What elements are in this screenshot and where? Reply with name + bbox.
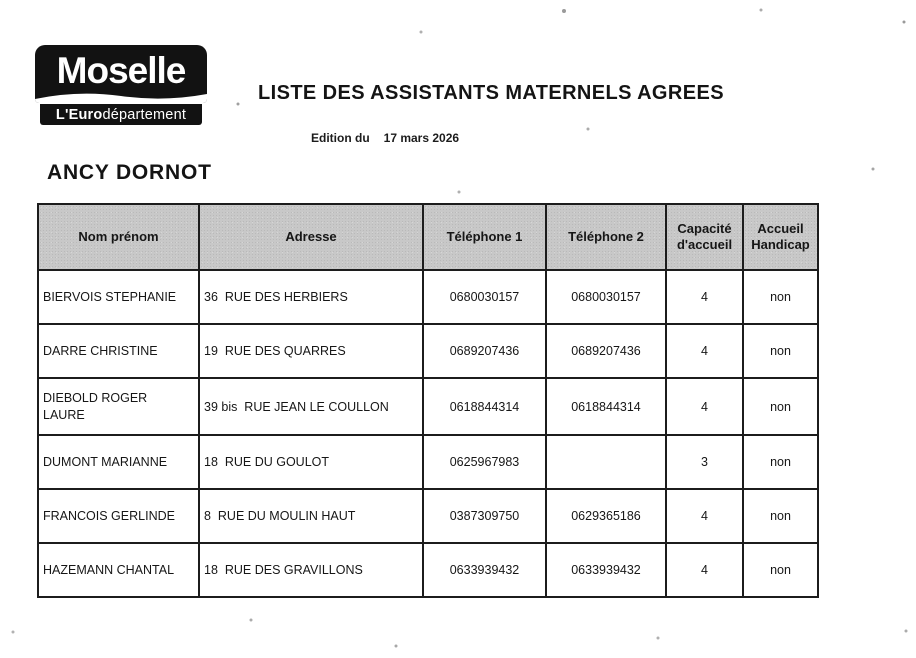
logo-tagline-rest: département (102, 106, 187, 123)
moselle-logo-brand-text: Moselle (56, 50, 186, 91)
cell-name: DUMONT MARIANNE (38, 435, 199, 489)
cell-phone1: 0680030157 (423, 270, 546, 324)
cell-phone2 (546, 435, 666, 489)
cell-address: 19 RUE DES QUARRES (199, 324, 423, 378)
table-body (38, 270, 818, 597)
cell-handicap: non (743, 489, 818, 543)
cell-phone1: 0625967983 (423, 435, 546, 489)
scan-noise-specks (0, 0, 2, 2)
cell-phone2: 0689207436 (546, 324, 666, 378)
cell-address: 39 bis RUE JEAN LE COULLON (199, 378, 423, 435)
cell-address: 18 RUE DU GOULOT (199, 435, 423, 489)
cell-address: 8 RUE DU MOULIN HAUT (199, 489, 423, 543)
header-adresse: Adresse (199, 204, 423, 270)
cell-phone1: 0633939432 (423, 543, 546, 597)
header-accueil-handicap: Accueil Handicap (743, 204, 818, 270)
moselle-logo (35, 45, 207, 125)
cell-capacity: 3 (666, 435, 743, 489)
header-capacite-accueil: Capacité d'accueil (666, 204, 743, 270)
cell-address: 18 RUE DES GRAVILLONS (199, 543, 423, 597)
cell-phone1: 0387309750 (423, 489, 546, 543)
cell-name: FRANCOIS GERLINDE (38, 489, 199, 543)
cell-name: BIERVOIS STEPHANIE (38, 270, 199, 324)
moselle-logo-brand-block (35, 45, 207, 103)
table-header-row (38, 204, 818, 270)
cell-address: 36 RUE DES HERBIERS (199, 270, 423, 324)
table-row (38, 270, 818, 324)
cell-capacity: 4 (666, 270, 743, 324)
assistants-table (37, 203, 819, 598)
cell-capacity: 4 (666, 378, 743, 435)
cell-handicap: non (743, 324, 818, 378)
page-title: LISTE DES ASSISTANTS MATERNELS AGREES (258, 82, 724, 104)
cell-capacity: 4 (666, 324, 743, 378)
cell-phone2: 0680030157 (546, 270, 666, 324)
table-row (38, 435, 818, 489)
logo-tagline-bold: L'Euro (55, 106, 103, 123)
table-row (38, 378, 818, 435)
cell-phone2: 0633939432 (546, 543, 666, 597)
table-header (38, 204, 818, 270)
commune-heading: ANCY DORNOT (47, 161, 212, 184)
cell-handicap: non (743, 543, 818, 597)
cell-name: DIEBOLD ROGER LAURE (38, 378, 199, 435)
cell-handicap: non (743, 270, 818, 324)
cell-name: DARRE CHRISTINE (38, 324, 199, 378)
cell-handicap: non (743, 435, 818, 489)
cell-phone2: 0629365186 (546, 489, 666, 543)
edition-label: Edition du (311, 131, 370, 145)
cell-capacity: 4 (666, 543, 743, 597)
header-telephone-2: Téléphone 2 (546, 204, 666, 270)
cell-phone1: 0689207436 (423, 324, 546, 378)
cell-name: HAZEMANN CHANTAL (38, 543, 199, 597)
table-row (38, 324, 818, 378)
table-row (38, 543, 818, 597)
edition-date: 17 mars 2026 (383, 131, 460, 145)
cell-handicap: non (743, 378, 818, 435)
header-nom-prenom: Nom prénom (38, 204, 199, 270)
logo-wave-shape (35, 92, 207, 103)
moselle-logo-tagline (40, 104, 202, 125)
edition-line (311, 131, 459, 145)
cell-phone1: 0618844314 (423, 378, 546, 435)
table-row (38, 489, 818, 543)
cell-phone2: 0618844314 (546, 378, 666, 435)
header-telephone-1: Téléphone 1 (423, 204, 546, 270)
cell-capacity: 4 (666, 489, 743, 543)
